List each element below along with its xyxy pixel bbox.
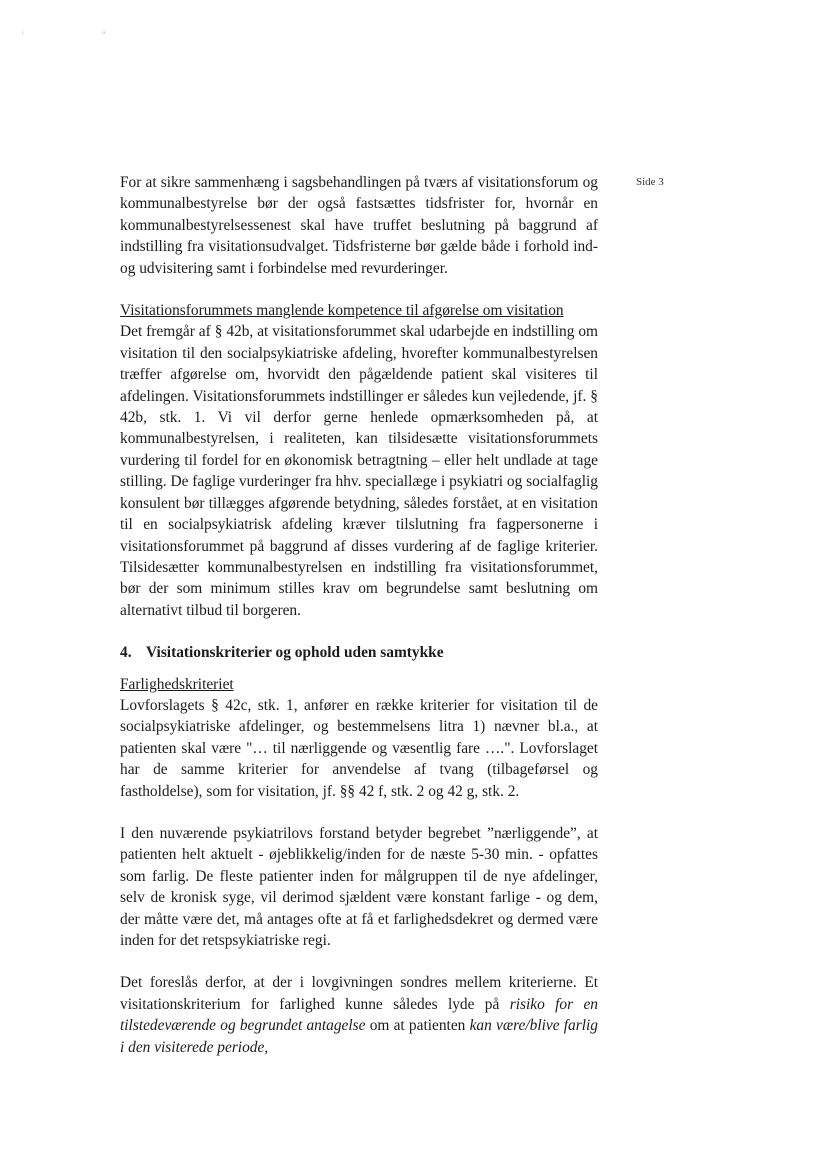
forslag-text-2: om at patienten xyxy=(365,1017,470,1035)
paragraph-lovforslag: Lovforslagets § 42c, stk. 1, anfører en række kriterier for visitation til de socialpsykiatriske afdelinger, og bestemmelsens litra 1) nævner bl.a., at patienten skal være "… til nærliggende og væsentlig fare ….". Lovforslaget har de samme kriterier for anvendelse af tvang (tilbageførsel og fastholdelse), som for visitation, jf. §§ 42 f, stk. 2 og 42 g, stk. 2. xyxy=(120,696,598,800)
scan-marks: ' " xyxy=(22,30,144,40)
section-number: 4. xyxy=(120,644,132,662)
subheading-kompetence: Visitationsforummets manglende kompetence til afgørelse om visitation xyxy=(120,302,564,320)
section-title: Visitationskriterier og ophold uden samtykke xyxy=(146,644,444,662)
paragraph-forslag xyxy=(120,972,598,1058)
forslag-text-1: Det foreslås derfor, at der i lovgivningen sondres mellem kriterierne. Et visitationskriterium for farlighed kunne således lyde på xyxy=(120,974,598,1013)
paragraph-naerliggende: I den nuværende psykiatrilovs forstand betyder begrebet ”nærliggende”, at patienten helt aktuelt - øjeblikkelig/inden for de næste 5-30 min. - opfattes som farlig. De fleste patienter inden for målgruppen til de nye afdelinger, selv de kronisk syge, vil derimod sjældent være konstant farlige - og dem, der måtte være det, må antages ofte at få et farlighedsdekret og dermed være inden for det retspsykiatriske regi. xyxy=(120,824,598,949)
forslag-italic-1: risiko for en tilstedeværende og begrundet antagelse xyxy=(120,995,598,1035)
paragraph-gap xyxy=(120,621,598,642)
paragraph-gap xyxy=(120,664,598,674)
subheading-farlighed: Farlighedskriteriet xyxy=(120,675,234,693)
section-heading xyxy=(120,642,598,663)
paragraph-gap xyxy=(120,951,598,972)
paragraph-gap xyxy=(120,802,598,823)
forslag-italic-2: kan være/blive farlig i den visiterede periode, xyxy=(120,1017,598,1056)
paragraph-gap xyxy=(120,279,598,300)
page-number: Side 3 xyxy=(636,176,664,188)
paragraph-tidsfrister: For at sikre sammenhæng i sagsbehandlingen på tværs af visitationsforum og kommunalbestyrelse bør der også fastsættes tidsfrister for, hvornår en kommunalbestyrelsessenest skal have truffet beslutning på baggrund af indstilling fra visitationsudvalget. Tidsfristerne bør gælde både i forhold ind- og udvisitering samt i forbindelse med revurderinger. xyxy=(120,174,598,277)
paragraph-kompetence: Det fremgår af § 42b, at visitationsforummet skal udarbejde en indstilling om visitation til den socialpsykiatriske afdeling, hvorefter kommunalbestyrelsen træffer afgørelse om, hvorvidt den pågældende patient skal visiteres til afdelingen. Visitationsforummets indstillinger er således kun vejledende, jf. § 42b, stk. 1. Vi vil derfor gerne henlede opmærksomheden på, at kommunalbestyrelsen, i realiteten, kan tilsidesætte visitationsforummets vurdering til fordel for en økonomisk betragtning – eller helt undlade at tage stilling. De faglige vurderinger fra hhv. speciallæge i psykiatri og socialfaglig konsulent bør tillægges afgørende betydning, således forstået, at en visitation til en socialpsykiatrisk afdeling kræver tilslutning fra fagpersonerne i visitationsforummet på baggrund af disses vurdering af de faglige kriterier. Tilsidesætter kommunalbestyrelsen en indstilling fra visitationsforummet, bør der som minimum stilles krav om begrundelse samt beslutning om alternativt tilbud til borgeren. xyxy=(120,323,598,619)
body-text xyxy=(120,172,598,1058)
